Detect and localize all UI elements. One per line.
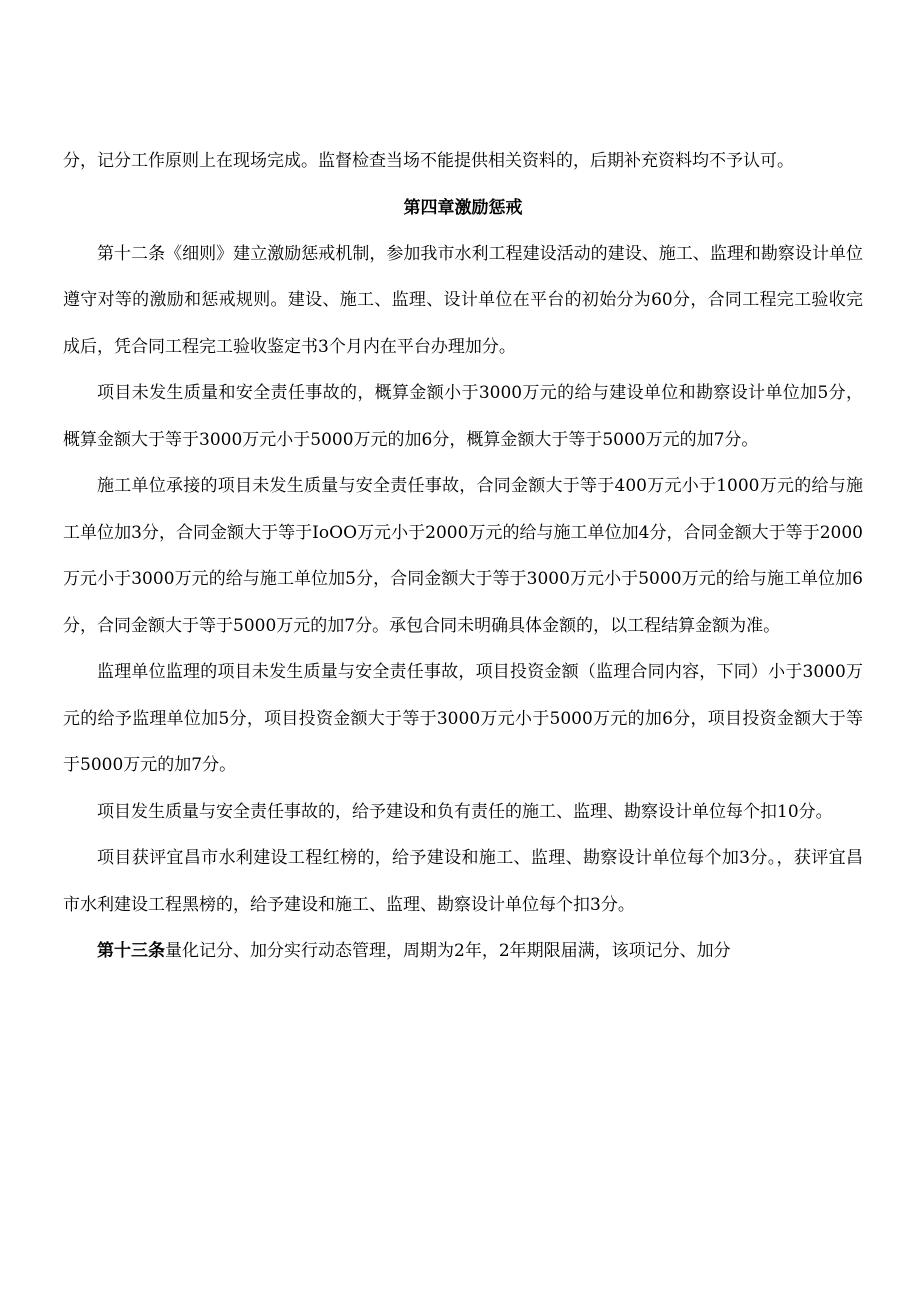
document-body xyxy=(63,138,863,975)
continuation-paragraph: 分，记分工作原则上在现场完成。监督检查当场不能提供相关资料的，后期补充资料均不予认可。 xyxy=(63,151,794,171)
article-12-paragraph: 第十二条《细则》建立激励惩戒机制，参加我市水利工程建设活动的建设、施工、监理和勘察设计单位遵守对等的激励和惩戒规则。建设、施工、监理、设计单位在平台的初始分为60分，合同工程完工验收完成后，凭合同工程完工验收鉴定书3个月内在平台办理加分。 xyxy=(63,243,863,357)
design-bonus-paragraph: 项目未发生质量和安全责任事故的，概算金额小于3000万元的给与建设单位和勘察设计单位加5分，概算金额大于等于3000万元小于5000万元的加6分，概算金额大于等于5000万元的加7分。 xyxy=(63,383,863,450)
supervision-bonus-paragraph: 监理单位监理的项目未发生质量与安全责任事故，项目投资金额（监理合同内容，下同）小于3000万元的给予监理单位加5分，项目投资金额大于等于3000万元小于5000万元的加6分，项目投资金额大于等于5000万元的加7分。 xyxy=(63,662,863,775)
article-13-text: 量化记分、加分实行动态管理，周期为2年，2年期限届满，该项记分、加分 xyxy=(165,941,731,961)
chapter-title: 第四章激励惩戒 xyxy=(403,197,523,218)
article-13-paragraph xyxy=(63,928,863,975)
accident-penalty-paragraph: 项目发生质量与安全责任事故的，给予建设和负有责任的施工、监理、勘察设计单位每个扣10分。 xyxy=(97,801,833,822)
construction-bonus-paragraph: 施工单位承接的项目未发生质量与安全责任事故，合同金额大于等于400万元小于1000万元的给与施工单位加3分，合同金额大于等于IoOO万元小于2000万元的给与施工单位加4分，合同金额大于等于2000万元小于3000万元的给与施工单位加5分，合同金额大于等于3000万元小于5000万元的给与施工单位加6分，合同金额大于等于5000万元的加7分。承包合同未明确具体金额的，以工程结算金额为准。 xyxy=(63,476,863,636)
article-13-lead: 第十三条 xyxy=(97,941,165,961)
red-black-list-paragraph: 项目获评宜昌市水利建设工程红榜的，给予建设和施工、监理、勘察设计单位每个加3分。，获评宜昌市水利建设工程黑榜的，给予建设和施工、监理、勘察设计单位每个扣3分。 xyxy=(63,848,863,915)
